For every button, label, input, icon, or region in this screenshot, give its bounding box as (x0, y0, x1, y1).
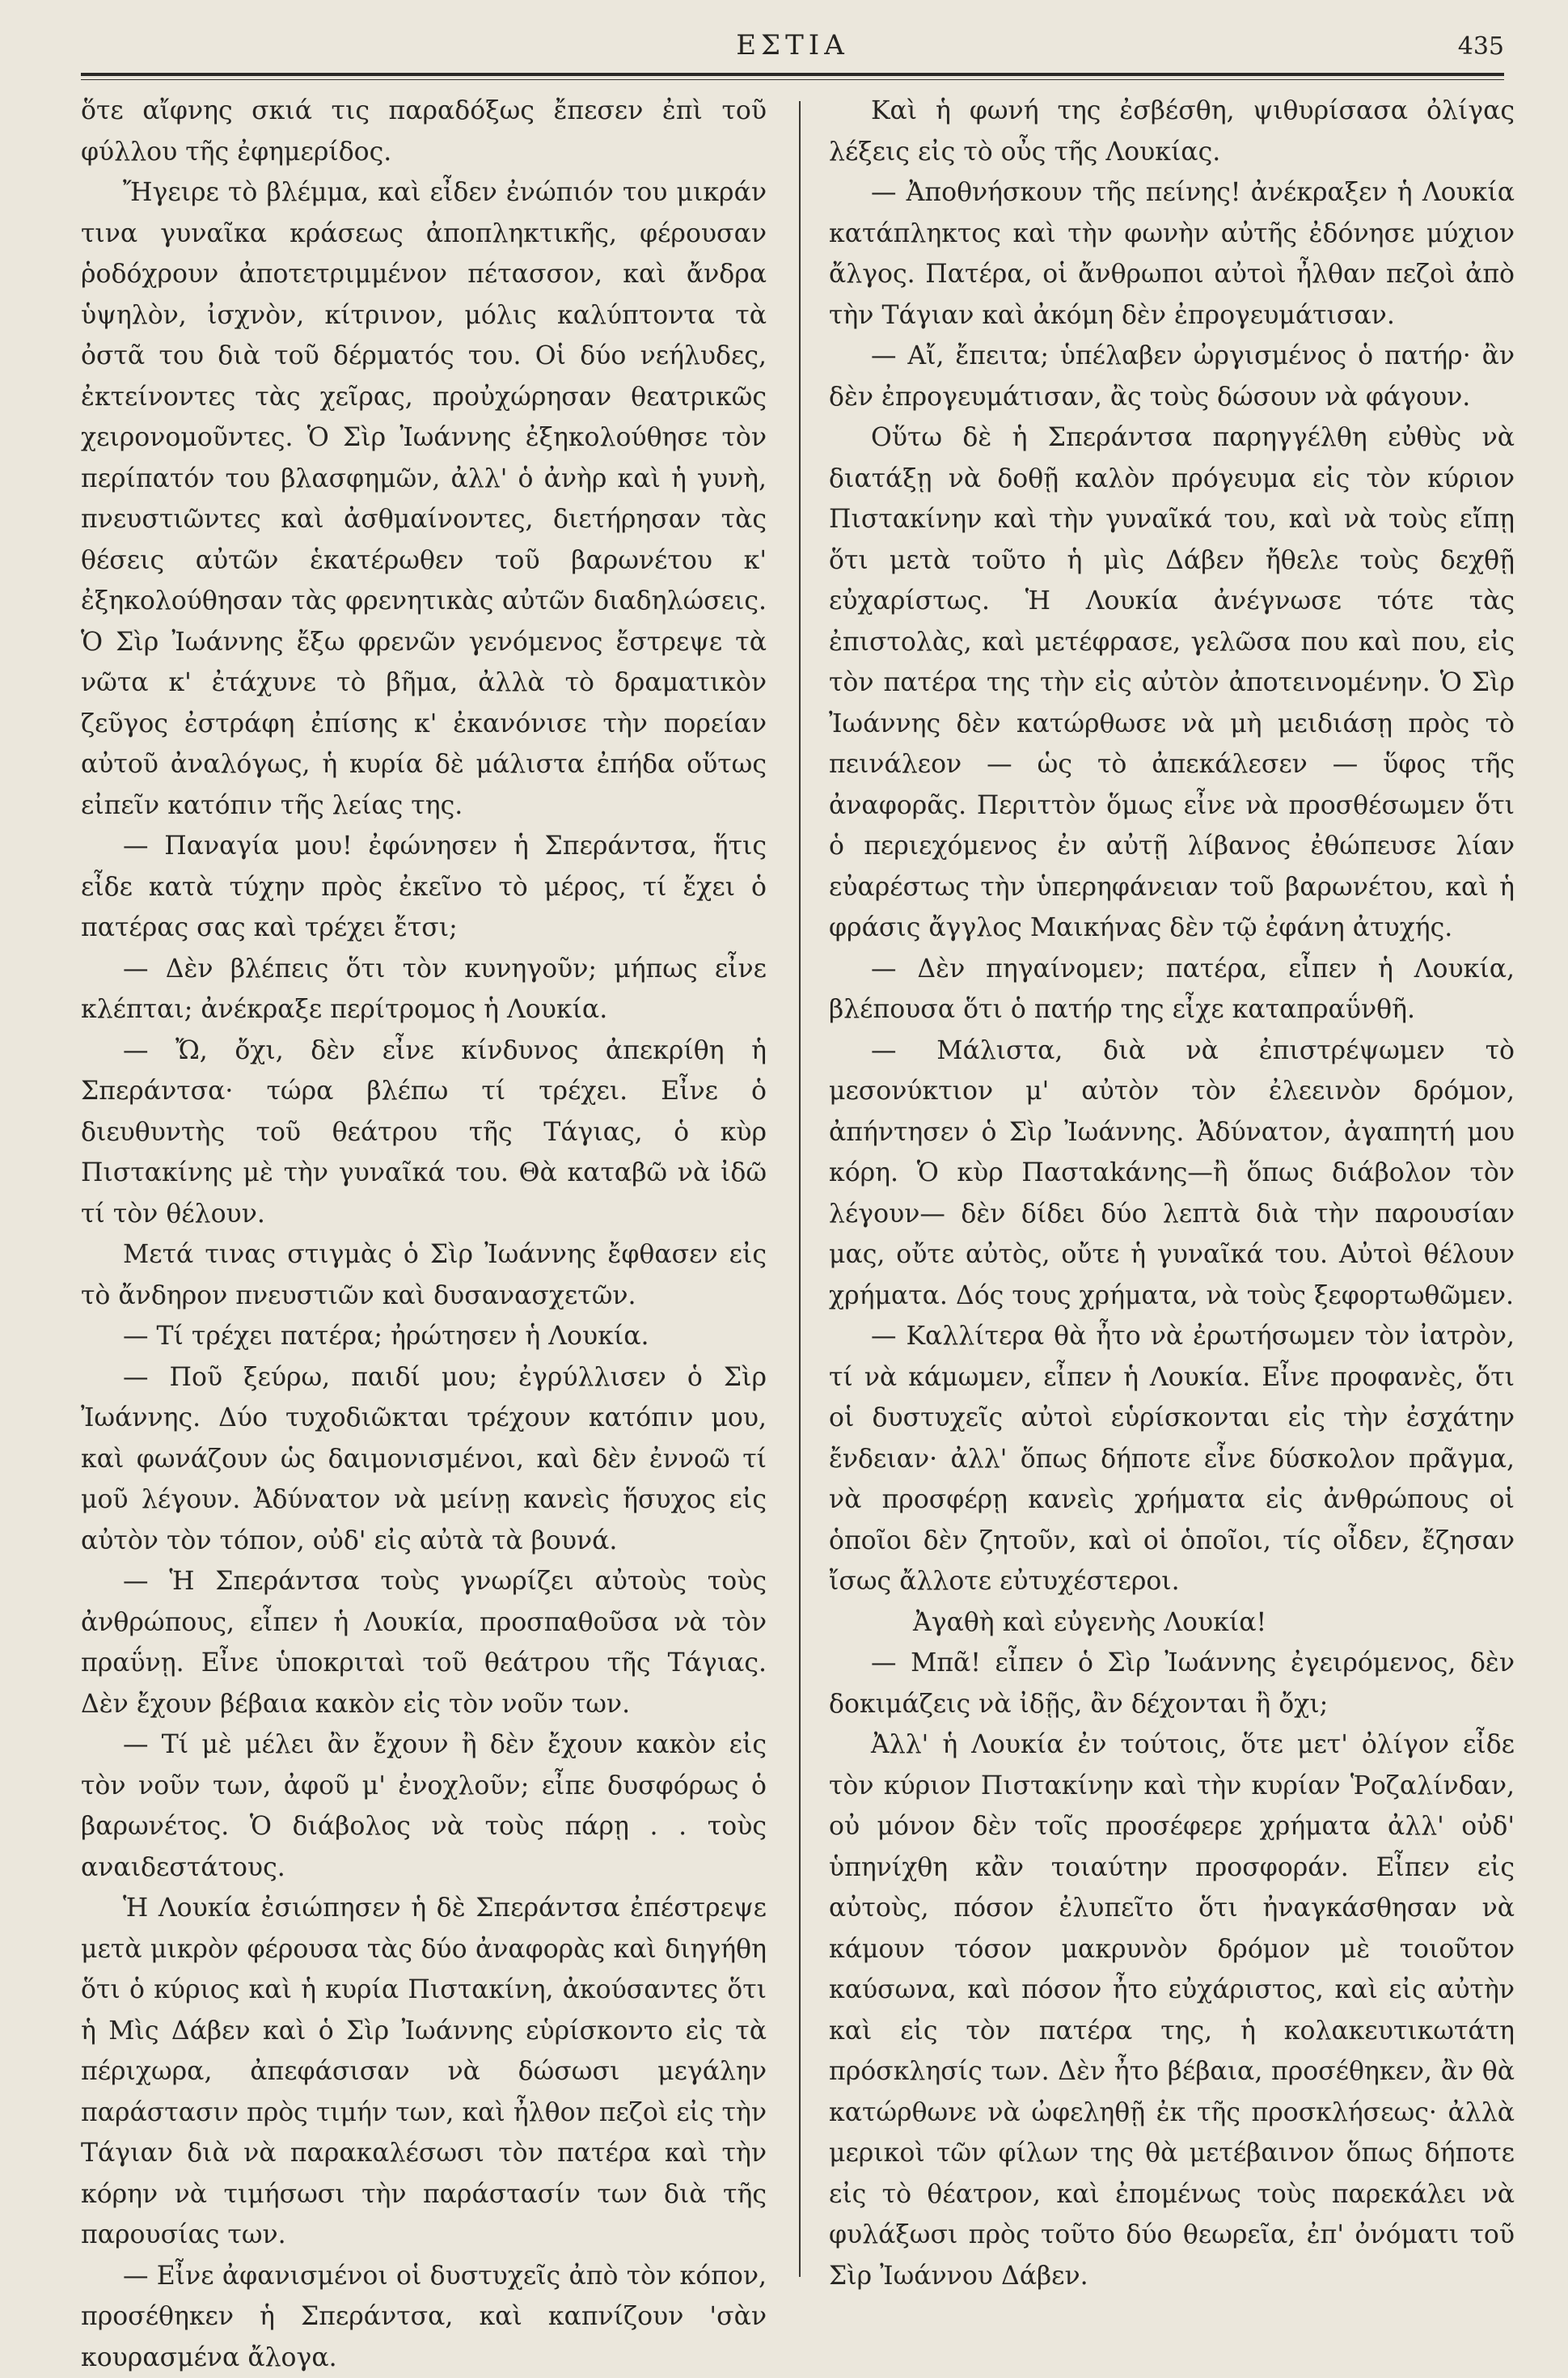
paragraph: Μετά τινας στιγμὰς ὁ Σὶρ Ἰωάννης ἔφθασεν εἰς τὸ ἄνδηρον πνευστιῶν καὶ δυσανασχετῶν. (81, 1234, 767, 1316)
page-number: 435 (1458, 32, 1504, 61)
paragraph: — Ἡ Σπεράντσα τοὺς γνωρίζει αὐτοὺς τοὺς ἀνθρώπους, εἶπεν ἡ Λουκία, προσπαθοῦσα νὰ τὸν πραΰνῃ. Εἶνε ὑποκριταὶ τοῦ θεάτρου τῆς Τάγιας. Δὲν ἔχουν βέβαια κακὸν εἰς τὸν νοῦν των. (81, 1561, 767, 1724)
paragraph: Καὶ ἡ φωνή της ἐσβέσθη, ψιθυρίσασα ὀλίγας λέξεις εἰς τὸ οὖς τῆς Λουκίας. (829, 91, 1515, 172)
paragraph: — Εἶνε ἀφανισμένοι οἱ δυστυχεῖς ἀπὸ τὸν κόπον, προσέθηκεν ἡ Σπεράντσα, καὶ καπνίζουν 'σὰν κουρασμένα ἄλογα. (81, 2256, 767, 2378)
running-title: ΕΣΤΙΑ (81, 29, 1504, 61)
paragraph: — Καλλίτερα θὰ ἦτο νὰ ἐρωτήσωμεν τὸν ἰατρὸν, τί νὰ κάμωμεν, εἶπεν ἡ Λουκία. Εἶνε προφανὲς, ὅτι οἱ δυστυχεῖς αὐτοὶ εὑρίσκονται εἰς τὴν ἐσχάτην ἔνδειαν· ἀλλ' ὅπως δήποτε εἶνε δύσκολον πρᾶγμα, νὰ προσφέρῃ κανεὶς χρήματα εἰς ἀνθρώπους οἱ ὁποῖοι δὲν ζητοῦν, καὶ οἱ ὁποῖοι, τίς οἶδεν, ἔζησαν ἴσως ἄλλοτε εὐτυχέστεροι. (829, 1316, 1515, 1602)
paragraph: Ἀγαθὴ καὶ εὐγενὴς Λουκία! (829, 1602, 1515, 1644)
paragraph: — Παναγία μου! ἐφώνησεν ἡ Σπεράντσα, ἥτις εἶδε κατὰ τύχην πρὸς ἐκεῖνο τὸ μέρος, τί ἔχει ὁ πατέρας σας καὶ τρέχει ἔτσι; (81, 826, 767, 949)
paragraph: Ἡ Λουκία ἐσιώπησεν ἡ δὲ Σπεράντσα ἐπέστρεψε μετὰ μικρὸν φέρουσα τὰς δύο ἀναφορὰς καὶ διηγήθη ὅτι ὁ κύριος καὶ ἡ κυρία Πιστακίνη, ἀκούσαντες ὅτι ἡ Μὶς Δάβεν καὶ ὁ Σὶρ Ἰωάννης εὑρίσκοντο εἰς τὰ πέριχωρα, ἀπεφάσισαν νὰ δώσωσι μεγάλην παράστασιν πρὸς τιμήν των, καὶ ἦλθον πεζοὶ εἰς τὴν Τάγιαν διὰ νὰ παρακαλέσωσι τὸν πατέρα καὶ τὴν κόρην νὰ τιμήσωσι τὴν παράστασίν των διὰ τῆς παρουσίας των. (81, 1888, 767, 2256)
paragraph: Ἤγειρε τὸ βλέμμα, καὶ εἶδεν ἐνώπιόν του μικράν τινα γυναῖκα κράσεως ἀποπληκτικῆς, φέρουσαν ῥοδόχρουν ἀποτετριμμένον πέτασσον, καὶ ἄνδρα ὑψηλὸν, ἰσχνὸν, κίτρινον, μόλις καλύπτοντα τὰ ὀστᾶ του διὰ τοῦ δέρματός του. Οἱ δύο νεήλυδες, ἐκτείνοντες τὰς χεῖρας, προὐχώρησαν θεατρικῶς χειρονομοῦντες. Ὁ Σὶρ Ἰωάννης ἐξηκολούθησε τὸν περίπατόν του βλασφημῶν, ἀλλ' ὁ ἀνὴρ καὶ ἡ γυνὴ, πνευστιῶντες καὶ ἀσθμαίνοντες, διετήρησαν τὰς θέσεις αὐτῶν ἑκατέρωθεν τοῦ βαρωνέτου κ' ἐξηκολούθησαν τὰς φρενητικὰς αὐτῶν διαδηλώσεις. Ὁ Σὶρ Ἰωάννης ἔξω φρενῶν γενόμενος ἔστρεψε τὰ νῶτα κ' ἐτάχυνε τὸ βῆμα, ἀλλὰ τὸ δραματικὸν ζεῦγος ἐστράφη ἐπίσης κ' ἐκανόνισε τὴν πορείαν αὐτοῦ ἀναλόγως, ἡ κυρία δὲ μάλιστα ἐπήδα οὕτως εἰπεῖν κατόπιν τῆς λείας της. (81, 172, 767, 826)
paragraph: — Τί μὲ μέλει ἂν ἔχουν ἢ δὲν ἔχουν κακὸν εἰς τὸν νοῦν των, ἀφοῦ μ' ἐνοχλοῦν; εἶπε δυσφόρως ὁ βαρωνέτος. Ὁ διάβολος νὰ τοὺς πάρῃ . . τοὺς αναιδεστάτους. (81, 1724, 767, 1888)
paragraph: ὅτε αἴφνης σκιά τις παραδόξως ἔπεσεν ἐπὶ τοῦ φύλλου τῆς ἐφημερίδος. (81, 91, 767, 172)
header-rule (81, 73, 1504, 76)
page-header (81, 28, 1504, 70)
paragraph: — Δὲν πηγαίνομεν; πατέρα, εἶπεν ἡ Λουκία, βλέπουσα ὅτι ὁ πατήρ της εἶχε καταπραΰνθῆ. (829, 949, 1515, 1030)
paragraph: Ἀλλ' ἡ Λουκία ἐν τούτοις, ὅτε μετ' ὀλίγον εἶδε τὸν κύριον Πιστακίνην καὶ τὴν κυρίαν Ῥοζαλίνδαν, οὐ μόνον δὲν τοῖς προσέφερε χρήματα ἀλλ' οὐδ' ὑπηνίχθη κἂν τοιαύτην προσφοράν. Εἶπεν εἰς αὐτοὺς, πόσον ἐλυπεῖτο ὅτι ἠναγκάσθησαν νὰ κάμουν τόσον μακρυνὸν δρόμον μὲ τοιοῦτον καύσωνα, καὶ πόσον ἦτο εὐχάριστος, καὶ εἰς αὐτὴν καὶ εἰς τὸν πατέρα της, ἡ κολακευτικωτάτη πρόσκλησίς των. Δὲν ἦτο βέβαια, προσέθηκεν, ἂν θὰ κατώρθωνε νὰ ὠφεληθῇ ἐκ τῆς προσκλήσεως· ἀλλὰ μερικοὶ τῶν φίλων της θὰ μετέβαινον ὅπως δήποτε εἰς τὸ θέατρον, καὶ ἐπομένως τοὺς παρεκάλει νὰ φυλάξωσι πρὸς τοῦτο δύο θεωρεῖα, ἐπ' ὀνόματι τοῦ Σὶρ Ἰωάννου Δάβεν. (829, 1724, 1515, 2296)
paragraph: — Δὲν βλέπεις ὅτι τὸν κυνηγοῦν; μήπως εἶνε κλέπται; ἀνέκραξε περίτρομος ἡ Λουκία. (81, 949, 767, 1030)
paragraph: — Μπᾶ! εἶπεν ὁ Σὶρ Ἰωάννης ἐγειρόμενος, δὲν δοκιμάζεις νὰ ἰδῇς, ἂν δέχονται ἢ ὄχι; (829, 1643, 1515, 1724)
left-column (81, 91, 767, 2378)
right-column (829, 91, 1515, 2296)
paragraph: — Τί τρέχει πατέρα; ἠρώτησεν ἡ Λουκία. (81, 1316, 767, 1357)
paragraph: — Ποῦ ξεύρω, παιδί μου; ἐγρύλλισεν ὁ Σὶρ Ἰωάννης. Δύο τυχοδιῶκται τρέχουν κατόπιν μου, καὶ φωνάζουν ὡς δαιμονισμένοι, καὶ δὲν ἐννοῶ τί μοῦ λέγουν. Ἀδύνατον νὰ μείνῃ κανεὶς ἥσυχος εἰς αὐτὸν τὸν τόπον, οὐδ' εἰς αὐτὰ τὰ βουνά. (81, 1357, 767, 1562)
paragraph: Οὕτω δὲ ἡ Σπεράντσα παρηγγέλθη εὐθὺς νὰ διατάξῃ νὰ δοθῇ καλὸν πρόγευμα εἰς τὸν κύριον Πιστακίνην καὶ τὴν γυναῖκά του, καὶ νὰ τοὺς εἴπῃ ὅτι μετὰ τοῦτο ἡ μὶς Δάβεν ἤθελε τοὺς δεχθῇ εὐχαρίστως. Ἡ Λουκία ἀνέγνωσε τότε τὰς ἐπιστολὰς, καὶ μετέφρασε, γελῶσα που καὶ που, εἰς τὸν πατέρα της τὴν εἰς αὐτὸν ἀποτεινομένην. Ὁ Σὶρ Ἰωάννης δὲν κατώρθωσε νὰ μὴ μειδιάσῃ πρὸς τὸ πεινάλεον — ὡς τὸ ἀπεκάλεσεν — ὕφος τῆς ἀναφορᾶς. Περιττὸν ὅμως εἶνε νὰ προσθέσωμεν ὅτι ὁ περιεχόμενος ἐν αὐτῇ λίβανος ἐθώπευσε λίαν εὐαρέστως τὴν ὑπερηφάνειαν τοῦ βαρωνέτου, καὶ ἡ φράσις ἄγγλος Μαικήνας δὲν τῷ ἐφάνη ἀτυχής. (829, 417, 1515, 949)
header-rule-thin (81, 79, 1504, 80)
paragraph: — Ὤ, ὄχι, δὲν εἶνε κίνδυνος ἀπεκρίθη ἡ Σπεράντσα· τώρα βλέπω τί τρέχει. Εἶνε ὁ διευθυντὴς τοῦ θεάτρου τῆς Τάγιας, ὁ κὺρ Πιστακίνης μὲ τὴν γυναῖκά του. Θὰ καταβῶ νὰ ἰδῶ τί τὸν θέλουν. (81, 1030, 767, 1235)
paragraph: — Αἴ, ἔπειτα; ὑπέλαβεν ὠργισμένος ὁ πατήρ· ἂν δὲν ἐπρογευμάτισαν, ἂς τοὺς δώσουν νὰ φάγουν. (829, 336, 1515, 417)
paragraph: — Ἀποθνήσκουν τῆς πείνης! ἀνέκραξεν ἡ Λουκία κατάπληκτος καὶ τὴν φωνὴν αὐτῆς ἐδόνησε μύχιον ἄλγος. Πατέρα, οἱ ἄνθρωποι αὐτοὶ ἦλθαν πεζοὶ ἀπὸ τὴν Τάγιαν καὶ ἀκόμη δὲν ἐπρογευμάτισαν. (829, 172, 1515, 336)
column-divider (799, 101, 801, 2277)
paragraph: — Μάλιστα, διὰ νὰ ἐπιστρέψωμεν τὸ μεσονύκτιον μ' αὐτὸν τὸν ἐλεεινὸν δρόμον, ἀπήντησεν ὁ Σὶρ Ἰωάννης. Ἀδύνατον, ἀγαπητή μου κόρη. Ὁ κὺρ Πασταkάνης—ἢ ὅπως διάβολον τὸν λέγουν— δὲν δίδει δύο λεπτὰ διὰ τὴν παρουσίαν μας, οὔτε αὐτὸς, οὔτε ἡ γυναῖκά του. Αὐτοὶ θέλουν χρήματα. Δός τους χρήματα, νὰ τοὺς ξεφορτωθῶμεν. (829, 1030, 1515, 1317)
